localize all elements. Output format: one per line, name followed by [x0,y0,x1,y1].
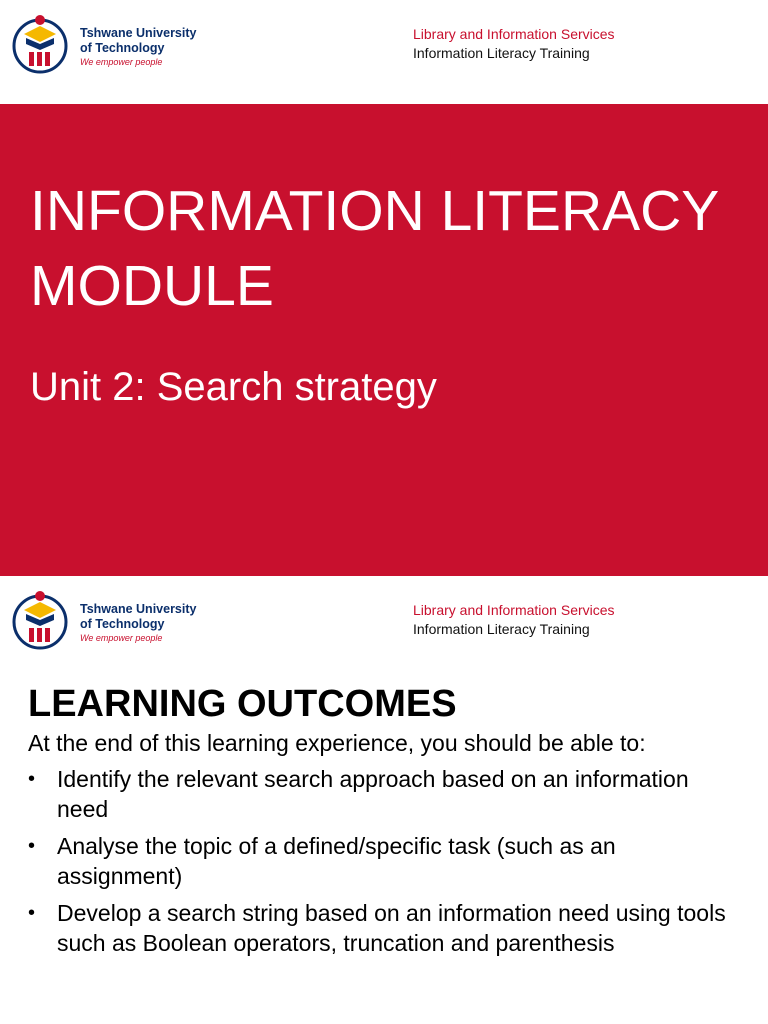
unit-subtitle: Unit 2: Search strategy [30,365,437,409]
outcomes-content [28,682,728,965]
outcomes-list [28,764,728,958]
logo-tagline: We empower people [80,57,163,67]
department-name: Library and Information Services [413,26,615,42]
outcomes-heading: LEARNING OUTCOMES [28,683,457,725]
title-banner [0,104,768,576]
university-logo [10,12,210,76]
logo-text [80,602,196,644]
logo-line-2: of Technology [80,617,165,631]
department-name: Library and Information Services [413,602,615,618]
slide-header [0,0,768,104]
outcome-item: • Analyse the topic of a defined/specific task (such as an assignment) [28,831,728,891]
outcomes-intro: At the end of this learning experience, you should be able to: [28,730,646,756]
logo-text [80,26,196,68]
logo-tagline: We empower people [80,633,163,643]
university-logo [10,588,210,652]
module-title: INFORMATION LITERACY MODULE [30,179,719,318]
training-name: Information Literacy Training [413,621,590,637]
university-crest-icon [10,12,74,76]
logo-line-1: Tshwane University [80,602,197,616]
university-crest-icon [10,588,74,652]
logo-line-2: of Technology [80,41,165,55]
outcome-item: • Identify the relevant search approach based on an information need [28,764,728,824]
training-name: Information Literacy Training [413,45,590,61]
slide-header [0,576,768,680]
header-info [413,601,615,639]
header-info [413,25,615,63]
logo-line-1: Tshwane University [80,26,197,40]
outcomes-slide [0,576,768,1024]
outcome-item: • Develop a search string based on an information need using tools such as Boolean operators, truncation and parenthesis [28,898,728,958]
